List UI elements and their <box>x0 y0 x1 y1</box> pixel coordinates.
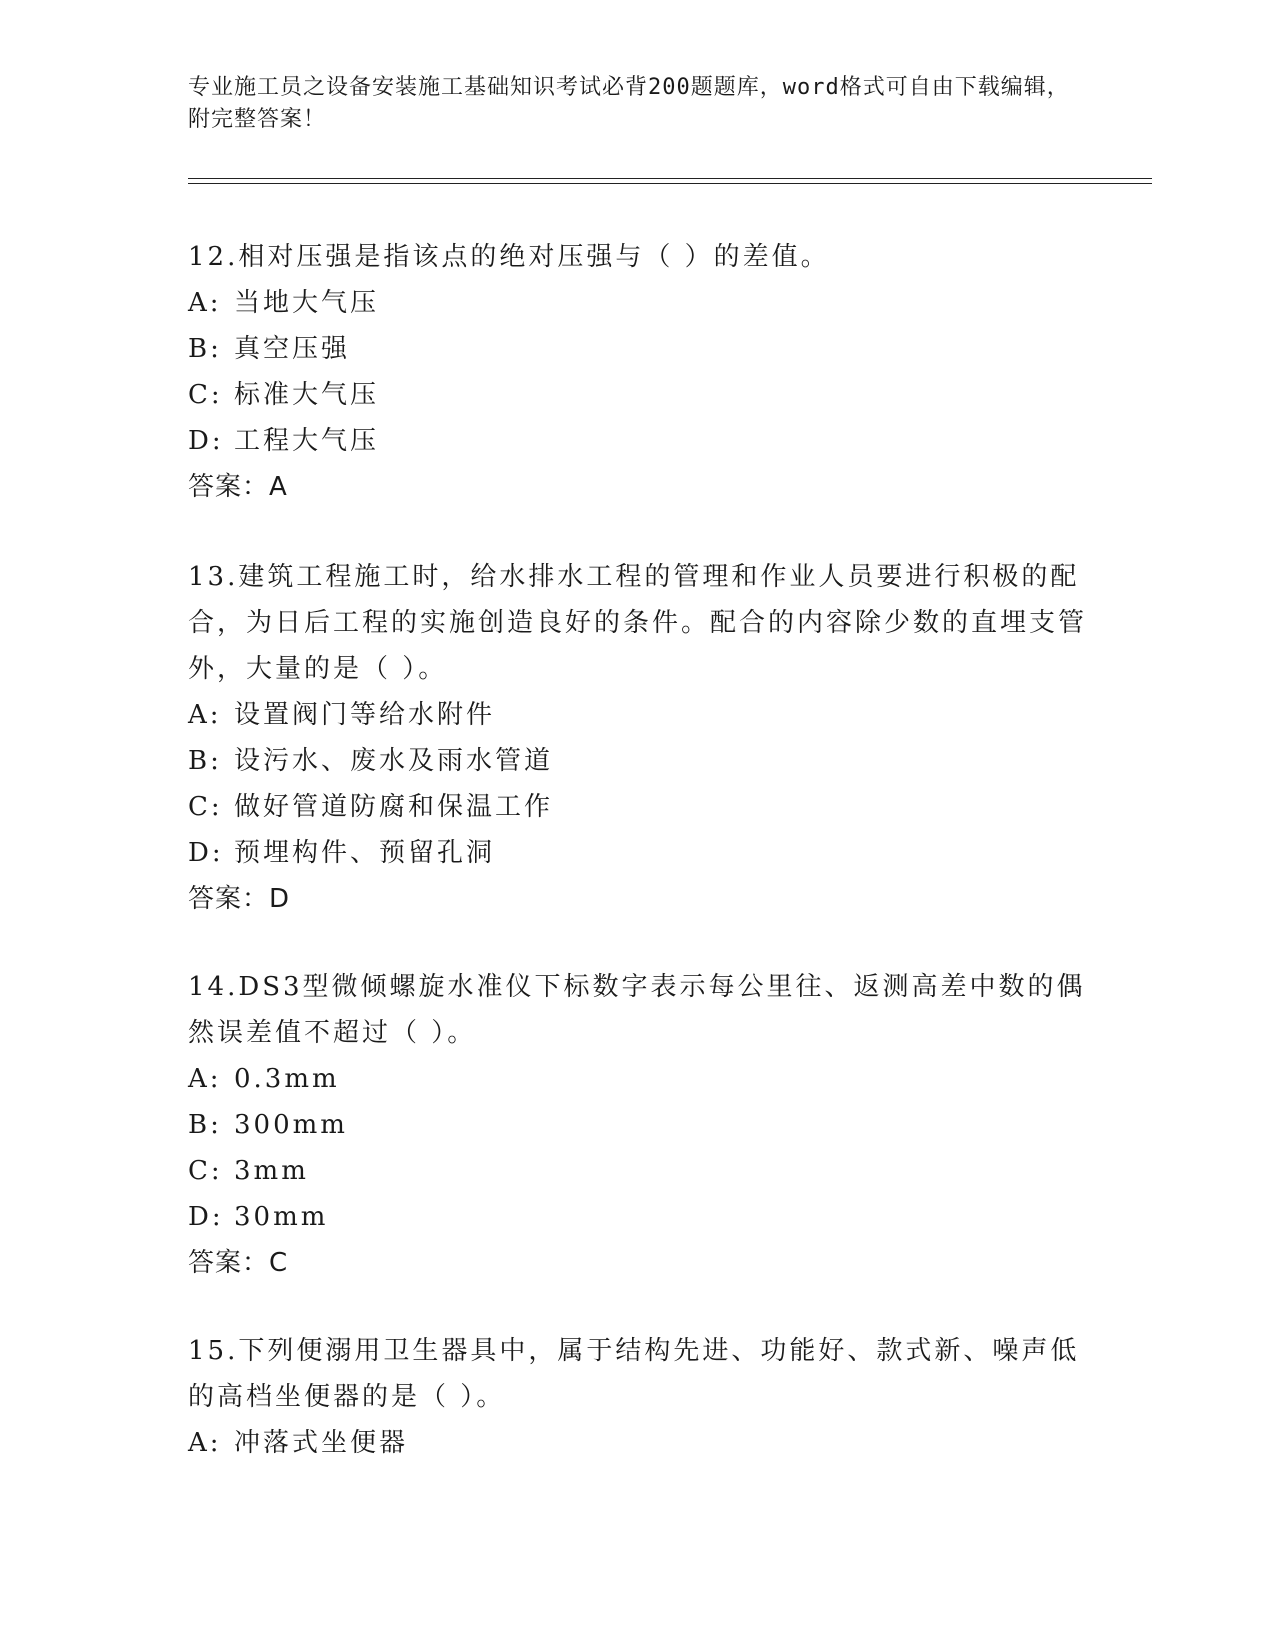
header-divider-bottom <box>188 183 1152 184</box>
document-header-title: 专业施工员之设备安装施工基础知识考试必背200题题库，word格式可自由下载编辑，附完整答案！ <box>188 75 1070 132</box>
option-text: 真空压强 <box>234 334 351 364</box>
option-letter: A: <box>188 1064 222 1094</box>
option-a <box>188 280 1088 326</box>
question-stem: 14.DS3型微倾螺旋水准仪下标数字表示每公里往、返测高差中数的偶然误差值不超过（ ）。 <box>188 972 1086 1048</box>
option-text: 0.3mm <box>234 1064 340 1094</box>
option-text: 设置阀门等给水附件 <box>234 700 496 730</box>
option-b <box>188 1102 1088 1148</box>
option-b <box>188 326 1088 372</box>
option-letter: B: <box>188 746 222 776</box>
question-block <box>188 964 1088 1286</box>
option-letter: D: <box>188 1202 224 1232</box>
option-letter: A: <box>188 288 222 318</box>
option-letter: C: <box>188 1156 223 1186</box>
option-c <box>188 784 1088 830</box>
option-c <box>188 1148 1088 1194</box>
option-letter: B: <box>188 1110 222 1140</box>
option-letter: C: <box>188 792 223 822</box>
option-c <box>188 372 1088 418</box>
header-divider-top <box>188 178 1152 179</box>
option-letter: D: <box>188 838 224 868</box>
option-a <box>188 692 1088 738</box>
option-letter: C: <box>188 380 223 410</box>
option-a <box>188 1420 1088 1466</box>
answer-line: 答案：A <box>188 472 288 502</box>
option-d <box>188 830 1088 876</box>
option-d <box>188 418 1088 464</box>
question-stem: 15.下列便溺用卫生器具中，属于结构先进、功能好、款式新、噪声低的高档坐便器的是（ ）。 <box>188 1336 1080 1412</box>
answer-line: 答案：D <box>188 884 291 914</box>
option-letter: A: <box>188 700 222 730</box>
answer-line: 答案：C <box>188 1248 289 1278</box>
option-letter: A: <box>188 1428 222 1458</box>
option-text: 30mm <box>234 1202 329 1232</box>
option-text: 300mm <box>234 1110 348 1140</box>
option-b <box>188 738 1088 784</box>
option-d <box>188 1194 1088 1240</box>
question-block <box>188 554 1088 922</box>
option-text: 工程大气压 <box>234 426 380 456</box>
option-text: 当地大气压 <box>234 288 380 318</box>
question-block <box>188 234 1088 510</box>
question-block <box>188 1328 1088 1466</box>
option-text: 3mm <box>234 1156 309 1186</box>
question-stem: 13.建筑工程施工时，给水排水工程的管理和作业人员要进行积极的配合，为日后工程的实施创造良好的条件。配合的内容除少数的直埋支管外，大量的是（ ）。 <box>188 562 1088 684</box>
option-text: 设污水、废水及雨水管道 <box>234 746 554 776</box>
option-text: 标准大气压 <box>234 380 380 410</box>
option-a <box>188 1056 1088 1102</box>
option-letter: B: <box>188 334 222 364</box>
question-stem: 12.相对压强是指该点的绝对压强与（ ）的差值。 <box>188 242 830 272</box>
option-text: 预埋构件、预留孔洞 <box>234 838 496 868</box>
option-letter: D: <box>188 426 224 456</box>
option-text: 做好管道防腐和保温工作 <box>234 792 554 822</box>
option-text: 冲落式坐便器 <box>234 1428 409 1458</box>
